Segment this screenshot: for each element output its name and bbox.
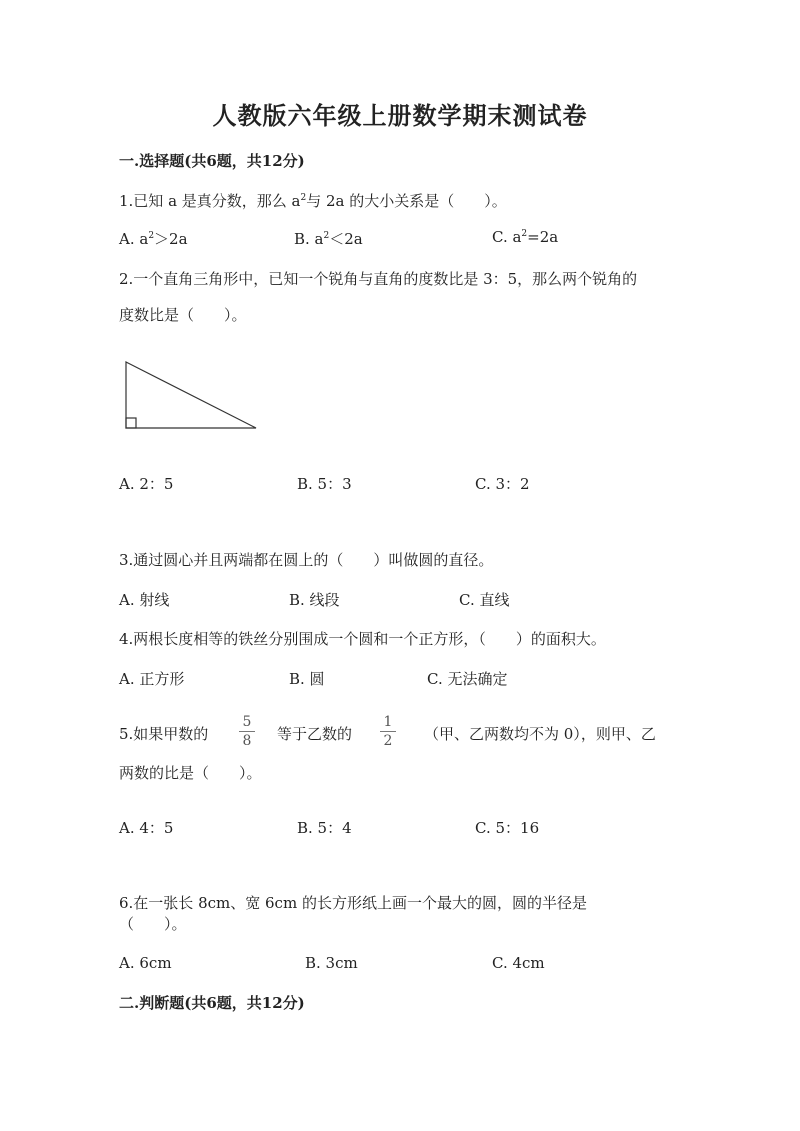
question-5-text-part-1: 5.如果甲数的 [119,725,209,743]
question-4-option-b: B. 圆 [289,670,325,688]
fraction-bar [239,731,255,732]
question-6-line-2: （ ）。 [119,915,187,933]
question-2-line-2: 度数比是（ ）。 [119,306,247,324]
question-2-option-a: A. 2：5 [119,475,174,493]
option-label: C. a [492,228,522,246]
question-5-text-part-3: （甲、乙两数均不为 0），则甲、乙 [424,725,656,743]
question-3-text: 3.通过圆心并且两端都在圆上的（ ）叫做圆的直径。 [119,551,494,569]
question-2-line-1: 2.一个直角三角形中，已知一个锐角与直角的度数比是 3：5，那么两个锐角的 [119,270,638,288]
right-angle-marker [126,418,136,428]
question-4-text: 4.两根长度相等的铁丝分别围成一个圆和一个正方形，（ ）的面积大。 [119,630,606,648]
question-5-line-2: 两数的比是（ ）。 [119,764,262,782]
fraction-numerator: 5 [242,714,252,730]
option-superscript: 2 [148,231,155,241]
fraction-denominator: 2 [383,733,393,749]
fraction-numerator: 1 [383,714,393,730]
fraction-bar [380,731,396,732]
question-1-option-c [492,228,558,246]
question-6-option-c: C. 4cm [492,954,545,972]
question-5-option-c: C. 5：16 [475,819,540,837]
question-1-text-pre: 1.已知 a 是真分数，那么 a [119,192,301,210]
question-1 [119,190,507,211]
question-2-option-b: B. 5：3 [297,475,352,493]
option-superscript: 2 [521,229,528,239]
option-label: =2a [527,228,559,246]
option-label: ＞2a [154,230,188,248]
option-superscript: 2 [323,231,330,241]
page-title: 人教版六年级上册数学期末测试卷 [212,101,588,130]
question-1-option-a [119,228,188,249]
question-5-option-b: B. 5：4 [297,819,352,837]
option-label: B. a [294,230,324,248]
question-1-superscript: 2 [300,193,307,203]
question-3-option-a: A. 射线 [119,591,170,609]
question-5-text-part-2: 等于乙数的 [277,725,353,743]
question-4-option-c: C. 无法确定 [427,670,508,688]
question-1-option-b [294,228,363,249]
question-3-option-c: C. 直线 [459,591,510,609]
question-2-option-c: C. 3：2 [475,475,530,493]
question-6-line-1: 6.在一张长 8cm、宽 6cm 的长方形纸上画一个最大的圆，圆的半径是 [119,894,587,912]
option-label: ＜2a [329,230,363,248]
question-6-option-b: B. 3cm [305,954,358,972]
section-heading-judgement: 二.判断题(共6题，共12分) [119,994,305,1012]
fraction-five-eighths [239,714,255,749]
section-heading-choice: 一.选择题(共6题，共12分) [119,152,305,170]
option-label: A. a [119,230,149,248]
question-5-option-a: A. 4：5 [119,819,174,837]
triangle-outline [126,362,256,428]
question-4-option-a: A. 正方形 [119,670,185,688]
fraction-one-half [380,714,396,749]
question-3-option-b: B. 线段 [289,591,340,609]
question-6-option-a: A. 6cm [119,954,172,972]
right-triangle-figure [118,358,260,432]
fraction-denominator: 8 [242,733,252,749]
question-1-text-post: 与 2a 的大小关系是（ ）。 [306,192,507,210]
